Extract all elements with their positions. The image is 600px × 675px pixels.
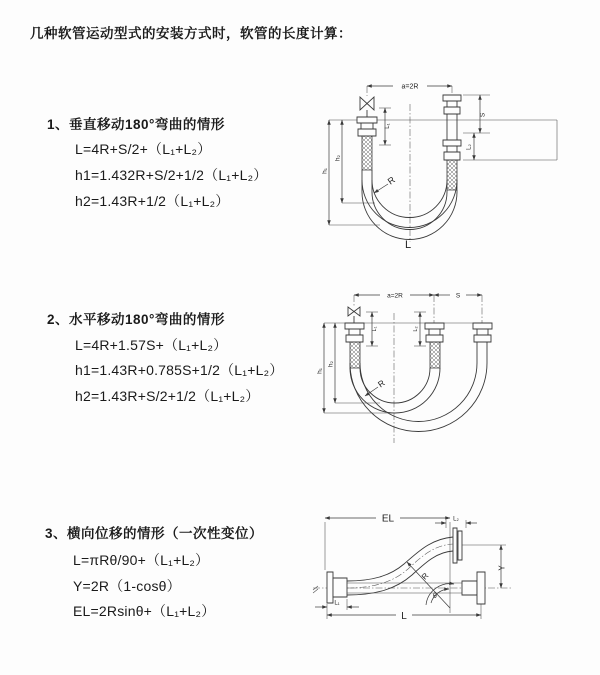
section-2-formula-h1: h1=1.43R+0.785S+1/2（L₁+L₂） — [75, 362, 284, 378]
dim-label-el: EL — [381, 513, 395, 525]
section-1-formula-h1: h1=1.432R+S/2+1/2（L₁+L₂） — [75, 167, 268, 183]
section-2-formula-h2: h2=1.43R+S/2+1/2（L₁+L₂） — [75, 388, 260, 404]
hose-u-bend — [362, 180, 457, 240]
dim-label-h2: h₂ — [334, 154, 342, 162]
dim-label-l: L — [401, 611, 407, 622]
dim-l1 — [366, 312, 378, 346]
dim-label-l2: L₂ — [466, 144, 473, 150]
radius-callout — [374, 174, 397, 193]
dim-a2r — [354, 293, 434, 300]
section-2-heading: 2、水平移动180°弯曲的情形 — [47, 312, 225, 327]
dim-label-l1: L₁ — [372, 326, 378, 332]
left-hose-fitting — [345, 323, 364, 368]
left-hose-fitting — [357, 117, 377, 192]
valve-icon — [348, 307, 360, 323]
valve-icon — [360, 97, 374, 117]
dim-label-a2r: a=2R — [387, 292, 403, 300]
dim-label-l2: L₂ — [413, 326, 419, 332]
centerlines — [354, 292, 482, 443]
dim-label-l2: L₂ — [453, 516, 459, 523]
hose-s-curve — [347, 537, 453, 595]
right-hose-fitting — [443, 95, 461, 192]
section-3-formula-Y: Y=2R（1-cosθ） — [73, 578, 181, 594]
dim-s-l2 — [463, 95, 557, 160]
dim-label-a2r: a=2R — [401, 83, 419, 91]
dim-a2r — [367, 84, 452, 91]
dim-l2 — [413, 312, 426, 346]
dim-label-r: R — [385, 174, 397, 187]
diagram-1-vertical-180-bend — [300, 68, 600, 273]
dim-label-l1: L₁ — [385, 123, 391, 129]
section-1-heading: 1、垂直移动180°弯曲的情形 — [47, 117, 225, 132]
position-mark — [313, 586, 318, 593]
dim-label-l1: L₁ — [334, 600, 340, 607]
dim-el — [325, 514, 450, 614]
dim-label-s: S — [455, 292, 461, 300]
centerlines — [367, 83, 452, 242]
dim-label-h1: h₁ — [316, 368, 324, 374]
dim-label-s: S — [479, 112, 487, 118]
dim-l1 — [379, 108, 391, 145]
dim-label-h2: h₂ — [327, 360, 335, 368]
section-1-formula-L: L=4R+S/2+（L₁+L₂） — [75, 141, 212, 157]
dim-label-l-bottom: L — [404, 239, 412, 251]
displaced-hose-fitting — [473, 323, 492, 363]
section-3-formula-EL: EL=2Rsinθ+（L₁+L₂） — [73, 603, 216, 619]
dim-l1 — [315, 599, 359, 610]
middle-hose-fitting — [425, 323, 444, 368]
diagram-2-horizontal-180-bend — [300, 278, 600, 463]
section-2-formula-L: L=4R+1.57S+（L₁+L₂） — [75, 337, 228, 353]
dim-label-y: Y — [497, 565, 507, 571]
section-1-formula-h2: h2=1.43R+1/2（L₁+L₂） — [75, 193, 230, 209]
dim-s — [434, 293, 482, 300]
section-3-heading: 3、横向位移的情形（一次性变位） — [45, 526, 264, 541]
left-flange — [327, 572, 347, 603]
diagram-3-lateral-displacement — [300, 500, 530, 670]
dim-label-theta: θ — [433, 593, 437, 600]
dim-label-r: R — [419, 571, 431, 582]
radius-callout — [407, 562, 450, 608]
lower-right-flange — [462, 572, 485, 604]
section-3-formula-L: L=πRθ/90+（L₁+L₂） — [73, 552, 210, 568]
upper-flange — [453, 528, 462, 563]
dim-label-r: R — [375, 377, 387, 390]
page-title: 几种软管运动型式的安装方式时，软管的长度计算： — [30, 26, 352, 41]
dim-label-h1: h₁ — [321, 168, 329, 174]
hose-u-bend — [350, 363, 487, 432]
